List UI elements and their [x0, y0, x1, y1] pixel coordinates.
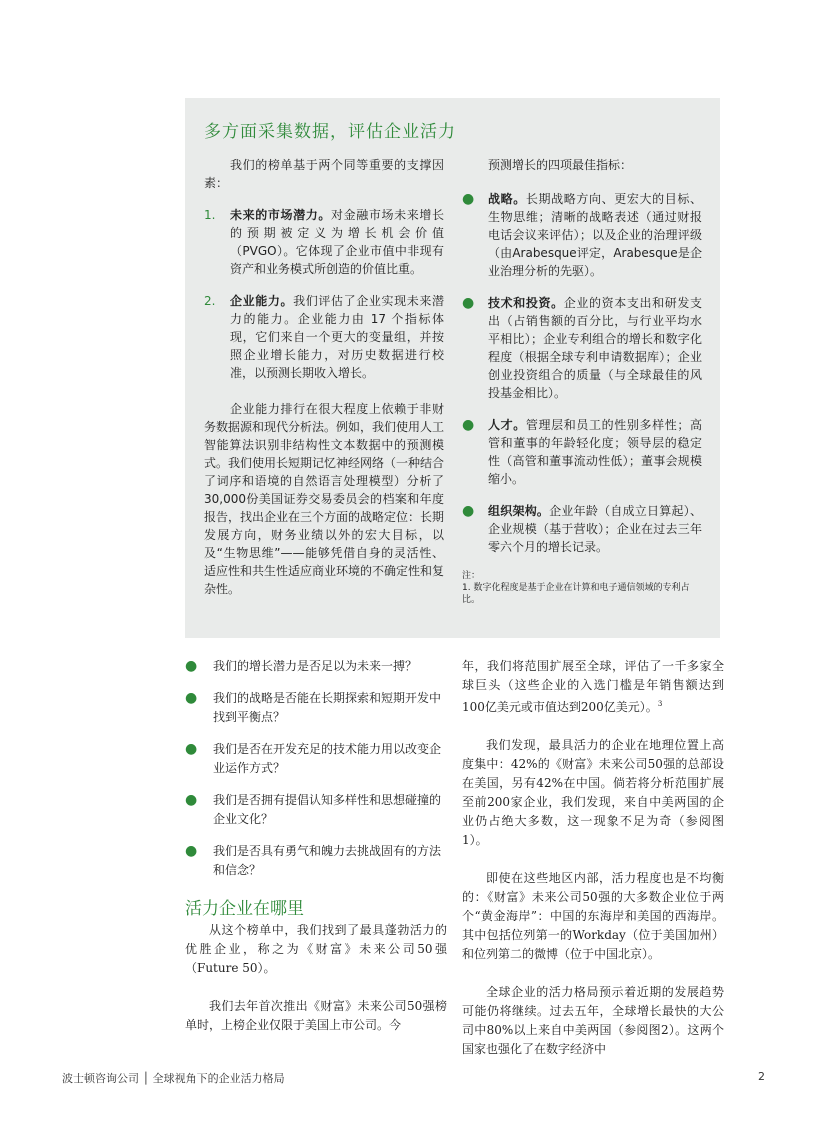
item-heading: 未来的市场潜力。 [230, 208, 331, 222]
question-text: 我们的增长潜力是否足以为未来一搏？ [213, 659, 418, 673]
box-right-intro: 预测增长的四项最佳指标： [488, 158, 633, 172]
question-text: 我们是否具有勇气和魄力去挑战固有的方法和信念？ [213, 844, 442, 877]
section-title: 活力企业在哪里 [185, 899, 304, 919]
box-title: 多方面采集数据，评估企业活力 [204, 122, 456, 142]
indicator-heading: 人才。 [488, 418, 526, 432]
page-number: 2 [758, 1070, 765, 1083]
question-item [185, 842, 447, 880]
bullet-icon: ● [185, 843, 198, 859]
bullet-icon: ● [462, 417, 475, 433]
indicator-text: 企业年龄（自成立日算起）、企业规模（基于营收）；企业在过去三年零六个月的增长记录。 [488, 504, 702, 554]
box-note [462, 570, 702, 606]
indicator-item [462, 294, 702, 402]
bullet-icon: ● [185, 690, 198, 706]
body-paragraph: 我们发现，最具活力的企业在地理位置上高度集中：42%的《财富》未来公司50强的总部设在美国，另有42%在中国。倘若将分析范围扩展至前200家企业，我们发现，来自中美两国的企业仍占绝大多数，这一现象不足为奇（参阅图1）。 [462, 738, 724, 847]
indicator-text: 长期战略方向、更宏大的目标、生物思维；清晰的战略表述（通过财报电话会议来评估）；以及企业的治理评级（由Arabesque评定，Arabesque是企业治理分析的先驱）。 [488, 192, 702, 278]
body-paragraph: 全球企业的活力格局预示着近期的发展趋势可能仍将继续。过去五年，全球增长最快的大公司中80%以上来自中美两国（参阅图2）。这两个国家也强化了在数字经济中 [462, 985, 724, 1056]
body-paragraph: 年，我们将范围扩展至全球，评估了一千多家全球巨头（这些企业的入选门槛是年销售额达到100亿美元或市值达到200亿美元）。$^3$ [462, 659, 724, 714]
box-right-column [462, 156, 702, 606]
indicator-heading: 组织架构。 [488, 504, 550, 518]
footnote-ref: 3 [657, 700, 663, 708]
note-text: 1. 数字化程度是基于企业在计算和电子通信领域的专利占比。 [462, 583, 690, 605]
item-number: 1. [204, 208, 216, 222]
indicator-heading: 技术和投资。 [488, 296, 564, 310]
item-heading: 企业能力。 [230, 294, 294, 308]
page-footer: 波士顿咨询公司 │ 全球视角下的企业活力格局 [62, 1072, 285, 1085]
item-number: 2. [204, 294, 216, 308]
indicator-item [462, 190, 702, 280]
question-item [185, 689, 447, 727]
bullet-icon: ● [462, 191, 475, 207]
bullet-icon: ● [462, 503, 475, 519]
question-text: 我们是否在开发充足的技术能力用以改变企业运作方式？ [213, 742, 442, 775]
body-paragraph: 从这个榜单中，我们找到了最具蓬勃活力的优胜企业，称之为《财富》未来公司50强（Future 50）。 [185, 923, 447, 975]
box-left-intro: 我们的榜单基于两个同等重要的支撑因素： [204, 158, 444, 190]
item-text: 我们评估了企业实现未来潜力的能力。企业能力由 17 个指标体现，它们来自一个更大的变量组，并按照企业增长能力，对历史数据进行校准，以预测长期收入增长。 [230, 294, 444, 380]
indicator-text: 管理层和员工的性别多样性；高管和董事的年龄轻化度；领导层的稳定性（高管和董事流动性低）；董事会规模缩小。 [488, 418, 702, 486]
bullet-icon: ● [185, 792, 198, 808]
indicator-item [462, 416, 702, 488]
question-text: 我们是否拥有提倡认知多样性和思想碰撞的企业文化？ [213, 793, 442, 826]
main-right-column [462, 657, 724, 1078]
question-item [185, 657, 447, 676]
question-item [185, 740, 447, 778]
body-paragraph: 我们去年首次推出《财富》未来公司50强榜单时，上榜企业仅限于美国上市公司。今 [185, 999, 447, 1032]
bullet-icon: ● [462, 295, 475, 311]
box-left-paragraph: 企业能力排行在很大程度上依赖于非财务数据源和现代分析法。例如，我们使用人工智能算法识别非结构性文本数据中的预测模式。我们使用长短期记忆神经网络（一种结合了词序和语境的自然语言处理模型）分析了30,000份美国证券交易委员会的档案和年度报告，找出企业在三个方面的战略定位：长期发展方向，财务业绩以外的宏大目标，以及“生物思维”——能够凭借自身的灵活性、适应性和共生性适应商业环境的不确定性和复杂性。 [204, 402, 445, 596]
numbered-item [204, 206, 444, 278]
question-text: 我们的战略是否能在长期探索和短期开发中找到平衡点？ [213, 691, 442, 724]
box-left-column [204, 156, 444, 598]
question-item [185, 791, 447, 829]
body-paragraph: 即使在这些地区内部，活力程度也是不均衡的：《财富》未来公司50强的大多数企业位于两个“黄金海岸”：中国的东海岸和美国的西海岸。其中包括位列第一的Workday（位于美国加州）和位列第二的微博（位于中国北京）。 [462, 871, 724, 961]
bullet-icon: ● [185, 741, 198, 757]
item-text: 对金融市场未来增长的预期被定义为增长机会价值（PVGO）。它体现了企业市值中非现有资产和业务模式所创造的价值比重。 [230, 208, 444, 276]
note-label: 注： [462, 571, 481, 581]
bullet-icon: ● [185, 658, 198, 674]
indicator-item [462, 502, 702, 556]
indicator-text: 企业的资本支出和研发支出（占销售额的百分比，与行业平均水平相比）；企业专利组合的增长和数字化程度（根据全球专利申请数据库）；企业创业投资组合的质量（与全球最佳的风投基金相比）。 [488, 296, 702, 400]
numbered-item [204, 292, 444, 382]
indicator-heading: 战略。 [488, 192, 526, 206]
main-left-column [185, 657, 447, 1054]
